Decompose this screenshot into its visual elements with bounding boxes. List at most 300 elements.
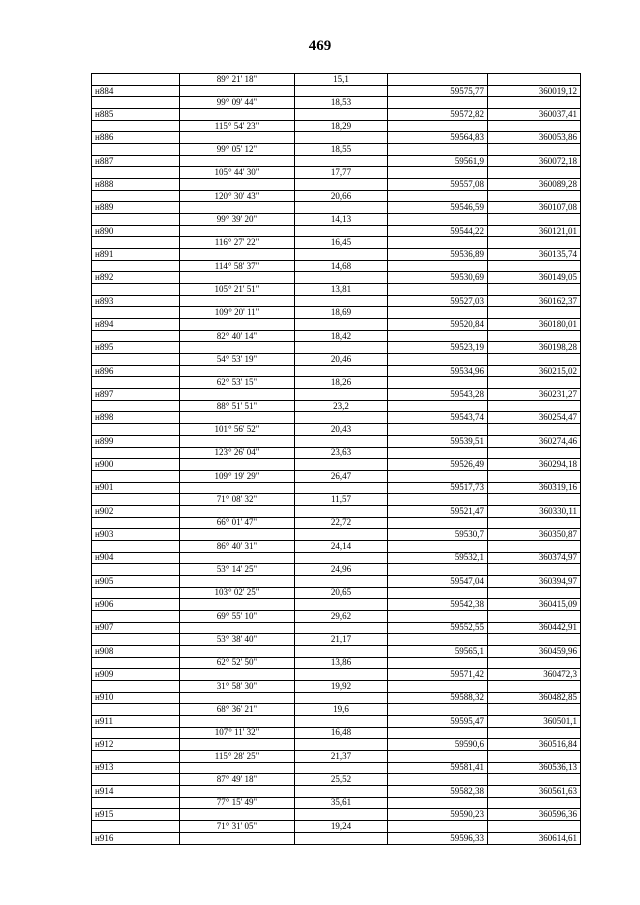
x-cell xyxy=(388,657,488,669)
segment-row xyxy=(92,447,581,459)
point-row xyxy=(92,552,581,564)
angle-cell xyxy=(180,669,295,681)
y-cell: 360415,09 xyxy=(488,599,581,611)
y-cell xyxy=(488,704,581,716)
x-cell: 59542,38 xyxy=(388,599,488,611)
distance-cell: 26,47 xyxy=(295,470,388,482)
angle-cell xyxy=(180,109,295,121)
point-row xyxy=(92,389,581,401)
y-cell: 360135,74 xyxy=(488,249,581,261)
angle-cell xyxy=(180,295,295,307)
angle-cell: 71° 08' 32" xyxy=(180,494,295,506)
point-row xyxy=(92,762,581,774)
angle-cell: 109° 20' 11" xyxy=(180,307,295,319)
point-cell: н887 xyxy=(92,155,180,167)
segment-row xyxy=(92,284,581,296)
y-cell: 360394,97 xyxy=(488,575,581,587)
angle-cell xyxy=(180,85,295,97)
point-cell: н912 xyxy=(92,739,180,751)
distance-cell xyxy=(295,179,388,191)
distance-cell xyxy=(295,482,388,494)
segment-row xyxy=(92,564,581,576)
x-cell xyxy=(388,260,488,272)
segment-row xyxy=(92,774,581,786)
point-cell: н906 xyxy=(92,599,180,611)
segment-row xyxy=(92,214,581,226)
point-cell xyxy=(92,284,180,296)
point-row xyxy=(92,342,581,354)
x-cell xyxy=(388,237,488,249)
angle-cell: 114° 58' 37" xyxy=(180,260,295,272)
point-cell: н900 xyxy=(92,459,180,471)
angle-cell: 89° 21' 18" xyxy=(180,74,295,86)
segment-row xyxy=(92,657,581,669)
angle-cell: 109° 19' 29" xyxy=(180,470,295,482)
y-cell xyxy=(488,307,581,319)
angle-cell: 101° 56' 52" xyxy=(180,424,295,436)
angle-cell: 105° 21' 51" xyxy=(180,284,295,296)
point-row xyxy=(92,505,581,517)
x-cell: 59582,38 xyxy=(388,785,488,797)
segment-row xyxy=(92,237,581,249)
angle-cell: 68° 36' 21" xyxy=(180,704,295,716)
angle-cell xyxy=(180,622,295,634)
point-row xyxy=(92,482,581,494)
y-cell xyxy=(488,237,581,249)
distance-cell xyxy=(295,435,388,447)
segment-row xyxy=(92,400,581,412)
y-cell xyxy=(488,680,581,692)
y-cell xyxy=(488,821,581,833)
segment-row xyxy=(92,424,581,436)
distance-cell xyxy=(295,762,388,774)
point-cell: н903 xyxy=(92,529,180,541)
distance-cell: 16,45 xyxy=(295,237,388,249)
distance-cell: 35,61 xyxy=(295,797,388,809)
y-cell: 360516,84 xyxy=(488,739,581,751)
y-cell xyxy=(488,447,581,459)
angle-cell: 123° 26' 04" xyxy=(180,447,295,459)
point-cell xyxy=(92,400,180,412)
angle-cell: 120° 30' 43" xyxy=(180,190,295,202)
distance-cell xyxy=(295,645,388,657)
x-cell xyxy=(388,704,488,716)
point-cell xyxy=(92,797,180,809)
y-cell: 360294,18 xyxy=(488,459,581,471)
y-cell: 360442,91 xyxy=(488,622,581,634)
x-cell: 59596,33 xyxy=(388,832,488,844)
angle-cell: 62° 52' 50" xyxy=(180,657,295,669)
point-cell xyxy=(92,564,180,576)
point-row xyxy=(92,715,581,727)
distance-cell xyxy=(295,575,388,587)
point-cell: н898 xyxy=(92,412,180,424)
point-cell xyxy=(92,330,180,342)
point-cell: н890 xyxy=(92,225,180,237)
x-cell: 59564,83 xyxy=(388,132,488,144)
distance-cell xyxy=(295,622,388,634)
distance-cell: 20,65 xyxy=(295,587,388,599)
point-row xyxy=(92,109,581,121)
y-cell: 360374,97 xyxy=(488,552,581,564)
x-cell xyxy=(388,494,488,506)
point-row xyxy=(92,832,581,844)
distance-cell xyxy=(295,785,388,797)
x-cell: 59534,96 xyxy=(388,365,488,377)
point-cell: н909 xyxy=(92,669,180,681)
angle-cell xyxy=(180,365,295,377)
x-cell xyxy=(388,424,488,436)
point-cell xyxy=(92,657,180,669)
angle-cell: 105° 44' 30" xyxy=(180,167,295,179)
segment-row xyxy=(92,470,581,482)
y-cell: 360536,13 xyxy=(488,762,581,774)
distance-cell: 23,63 xyxy=(295,447,388,459)
distance-cell: 18,55 xyxy=(295,144,388,156)
x-cell: 59536,89 xyxy=(388,249,488,261)
x-cell xyxy=(388,587,488,599)
segment-row xyxy=(92,680,581,692)
point-cell: н894 xyxy=(92,319,180,331)
distance-cell xyxy=(295,599,388,611)
x-cell: 59532,1 xyxy=(388,552,488,564)
point-cell xyxy=(92,97,180,109)
point-row xyxy=(92,622,581,634)
segment-row xyxy=(92,704,581,716)
x-cell: 59590,6 xyxy=(388,739,488,751)
angle-cell: 116° 27' 22" xyxy=(180,237,295,249)
point-cell: н899 xyxy=(92,435,180,447)
segment-row xyxy=(92,120,581,132)
point-cell: н902 xyxy=(92,505,180,517)
x-cell: 59517,73 xyxy=(388,482,488,494)
point-cell xyxy=(92,704,180,716)
distance-cell: 13,81 xyxy=(295,284,388,296)
angle-cell: 99° 05' 12" xyxy=(180,144,295,156)
segment-row xyxy=(92,540,581,552)
point-row xyxy=(92,599,581,611)
table-body xyxy=(92,74,581,845)
y-cell: 360596,36 xyxy=(488,809,581,821)
angle-cell xyxy=(180,832,295,844)
x-cell: 59546,59 xyxy=(388,202,488,214)
y-cell: 360072,18 xyxy=(488,155,581,167)
y-cell: 360482,85 xyxy=(488,692,581,704)
y-cell xyxy=(488,517,581,529)
angle-cell: 62° 53' 15" xyxy=(180,377,295,389)
point-row xyxy=(92,809,581,821)
point-cell: н911 xyxy=(92,715,180,727)
y-cell xyxy=(488,774,581,786)
y-cell: 360350,87 xyxy=(488,529,581,541)
angle-cell xyxy=(180,132,295,144)
angle-cell xyxy=(180,809,295,821)
x-cell xyxy=(388,120,488,132)
angle-cell xyxy=(180,342,295,354)
point-row xyxy=(92,412,581,424)
x-cell xyxy=(388,74,488,86)
x-cell: 59523,19 xyxy=(388,342,488,354)
point-cell: н886 xyxy=(92,132,180,144)
distance-cell: 18,42 xyxy=(295,330,388,342)
distance-cell: 24,14 xyxy=(295,540,388,552)
point-row xyxy=(92,529,581,541)
segment-row xyxy=(92,797,581,809)
point-cell: н885 xyxy=(92,109,180,121)
segment-row xyxy=(92,167,581,179)
x-cell xyxy=(388,400,488,412)
x-cell: 59521,47 xyxy=(388,505,488,517)
angle-cell xyxy=(180,505,295,517)
x-cell xyxy=(388,470,488,482)
point-cell xyxy=(92,307,180,319)
distance-cell: 19,92 xyxy=(295,680,388,692)
point-cell xyxy=(92,167,180,179)
distance-cell: 21,37 xyxy=(295,750,388,762)
distance-cell xyxy=(295,459,388,471)
distance-cell: 20,46 xyxy=(295,354,388,366)
segment-row xyxy=(92,144,581,156)
point-cell xyxy=(92,680,180,692)
segment-row xyxy=(92,307,581,319)
y-cell xyxy=(488,727,581,739)
segment-row xyxy=(92,587,581,599)
y-cell xyxy=(488,750,581,762)
point-cell xyxy=(92,727,180,739)
x-cell: 59520,84 xyxy=(388,319,488,331)
segment-row xyxy=(92,610,581,622)
distance-cell: 25,52 xyxy=(295,774,388,786)
point-row xyxy=(92,249,581,261)
x-cell: 59547,04 xyxy=(388,575,488,587)
point-cell xyxy=(92,610,180,622)
x-cell: 59590,23 xyxy=(388,809,488,821)
point-cell xyxy=(92,214,180,226)
y-cell: 360319,16 xyxy=(488,482,581,494)
segment-row xyxy=(92,97,581,109)
distance-cell xyxy=(295,295,388,307)
point-cell: н896 xyxy=(92,365,180,377)
y-cell: 360274,46 xyxy=(488,435,581,447)
point-cell xyxy=(92,447,180,459)
distance-cell xyxy=(295,412,388,424)
x-cell: 59539,51 xyxy=(388,435,488,447)
x-cell xyxy=(388,214,488,226)
x-cell xyxy=(388,307,488,319)
x-cell xyxy=(388,354,488,366)
point-cell: н907 xyxy=(92,622,180,634)
x-cell: 59581,41 xyxy=(388,762,488,774)
y-cell: 360254,47 xyxy=(488,412,581,424)
x-cell xyxy=(388,564,488,576)
point-cell xyxy=(92,354,180,366)
y-cell xyxy=(488,330,581,342)
y-cell xyxy=(488,797,581,809)
angle-cell xyxy=(180,155,295,167)
point-cell xyxy=(92,634,180,646)
segment-row xyxy=(92,354,581,366)
angle-cell: 69° 55' 10" xyxy=(180,610,295,622)
point-row xyxy=(92,179,581,191)
segment-row xyxy=(92,494,581,506)
y-cell xyxy=(488,494,581,506)
x-cell xyxy=(388,774,488,786)
y-cell: 360149,05 xyxy=(488,272,581,284)
distance-cell xyxy=(295,739,388,751)
angle-cell: 88° 51' 51" xyxy=(180,400,295,412)
angle-cell: 87° 49' 18" xyxy=(180,774,295,786)
y-cell xyxy=(488,120,581,132)
distance-cell xyxy=(295,552,388,564)
angle-cell xyxy=(180,599,295,611)
distance-cell xyxy=(295,342,388,354)
x-cell: 59588,32 xyxy=(388,692,488,704)
y-cell xyxy=(488,470,581,482)
point-cell xyxy=(92,517,180,529)
angle-cell: 103° 02' 25" xyxy=(180,587,295,599)
angle-cell: 54° 53' 19" xyxy=(180,354,295,366)
angle-cell xyxy=(180,412,295,424)
distance-cell xyxy=(295,109,388,121)
angle-cell: 115° 28' 25" xyxy=(180,750,295,762)
x-cell: 59565,1 xyxy=(388,645,488,657)
distance-cell: 18,53 xyxy=(295,97,388,109)
segment-row xyxy=(92,821,581,833)
point-cell xyxy=(92,424,180,436)
y-cell xyxy=(488,97,581,109)
angle-cell xyxy=(180,435,295,447)
distance-cell xyxy=(295,155,388,167)
coordinates-table xyxy=(91,73,581,845)
point-row xyxy=(92,692,581,704)
point-cell xyxy=(92,377,180,389)
angle-cell xyxy=(180,715,295,727)
angle-cell xyxy=(180,739,295,751)
angle-cell xyxy=(180,482,295,494)
y-cell: 360107,08 xyxy=(488,202,581,214)
distance-cell: 15,1 xyxy=(295,74,388,86)
angle-cell xyxy=(180,529,295,541)
distance-cell xyxy=(295,692,388,704)
distance-cell: 29,62 xyxy=(295,610,388,622)
angle-cell xyxy=(180,459,295,471)
y-cell: 360472,3 xyxy=(488,669,581,681)
point-cell: н895 xyxy=(92,342,180,354)
y-cell xyxy=(488,634,581,646)
point-row xyxy=(92,155,581,167)
distance-cell: 18,26 xyxy=(295,377,388,389)
segment-row xyxy=(92,260,581,272)
x-cell xyxy=(388,821,488,833)
y-cell: 360089,28 xyxy=(488,179,581,191)
distance-cell xyxy=(295,272,388,284)
angle-cell xyxy=(180,785,295,797)
x-cell xyxy=(388,727,488,739)
point-row xyxy=(92,459,581,471)
distance-cell xyxy=(295,715,388,727)
point-row xyxy=(92,272,581,284)
x-cell xyxy=(388,144,488,156)
angle-cell: 107° 11' 32" xyxy=(180,727,295,739)
x-cell: 59552,55 xyxy=(388,622,488,634)
angle-cell xyxy=(180,225,295,237)
x-cell xyxy=(388,517,488,529)
y-cell: 360019,12 xyxy=(488,85,581,97)
y-cell: 360561,63 xyxy=(488,785,581,797)
distance-cell: 20,66 xyxy=(295,190,388,202)
angle-cell: 53° 38' 40" xyxy=(180,634,295,646)
angle-cell xyxy=(180,762,295,774)
x-cell xyxy=(388,97,488,109)
y-cell: 360162,37 xyxy=(488,295,581,307)
angle-cell: 99° 09' 44" xyxy=(180,97,295,109)
distance-cell xyxy=(295,202,388,214)
x-cell: 59571,42 xyxy=(388,669,488,681)
x-cell: 59530,69 xyxy=(388,272,488,284)
point-cell xyxy=(92,260,180,272)
y-cell: 360459,96 xyxy=(488,645,581,657)
distance-cell xyxy=(295,832,388,844)
point-cell: н904 xyxy=(92,552,180,564)
angle-cell xyxy=(180,575,295,587)
distance-cell xyxy=(295,505,388,517)
segment-row xyxy=(92,634,581,646)
x-cell: 59572,82 xyxy=(388,109,488,121)
angle-cell xyxy=(180,645,295,657)
x-cell: 59527,03 xyxy=(388,295,488,307)
point-row xyxy=(92,645,581,657)
point-cell xyxy=(92,74,180,86)
x-cell: 59557,08 xyxy=(388,179,488,191)
segment-row xyxy=(92,190,581,202)
point-cell: н884 xyxy=(92,85,180,97)
segment-row xyxy=(92,517,581,529)
y-cell: 360180,01 xyxy=(488,319,581,331)
distance-cell xyxy=(295,132,388,144)
distance-cell xyxy=(295,529,388,541)
angle-cell xyxy=(180,389,295,401)
angle-cell: 77° 15' 49" xyxy=(180,797,295,809)
distance-cell: 22,72 xyxy=(295,517,388,529)
point-cell xyxy=(92,540,180,552)
page-number: 469 xyxy=(308,38,332,54)
distance-cell: 18,29 xyxy=(295,120,388,132)
x-cell: 59575,77 xyxy=(388,85,488,97)
x-cell xyxy=(388,680,488,692)
x-cell xyxy=(388,167,488,179)
distance-cell xyxy=(295,669,388,681)
distance-cell xyxy=(295,319,388,331)
point-cell: н888 xyxy=(92,179,180,191)
angle-cell xyxy=(180,692,295,704)
point-row xyxy=(92,739,581,751)
distance-cell xyxy=(295,389,388,401)
point-cell xyxy=(92,821,180,833)
point-cell: н916 xyxy=(92,832,180,844)
y-cell: 360330,11 xyxy=(488,505,581,517)
x-cell xyxy=(388,330,488,342)
point-cell xyxy=(92,190,180,202)
x-cell: 59561,9 xyxy=(388,155,488,167)
y-cell xyxy=(488,377,581,389)
distance-cell xyxy=(295,365,388,377)
y-cell xyxy=(488,167,581,179)
point-row xyxy=(92,132,581,144)
x-cell xyxy=(388,377,488,389)
distance-cell: 13,86 xyxy=(295,657,388,669)
x-cell: 59543,28 xyxy=(388,389,488,401)
y-cell: 360215,02 xyxy=(488,365,581,377)
